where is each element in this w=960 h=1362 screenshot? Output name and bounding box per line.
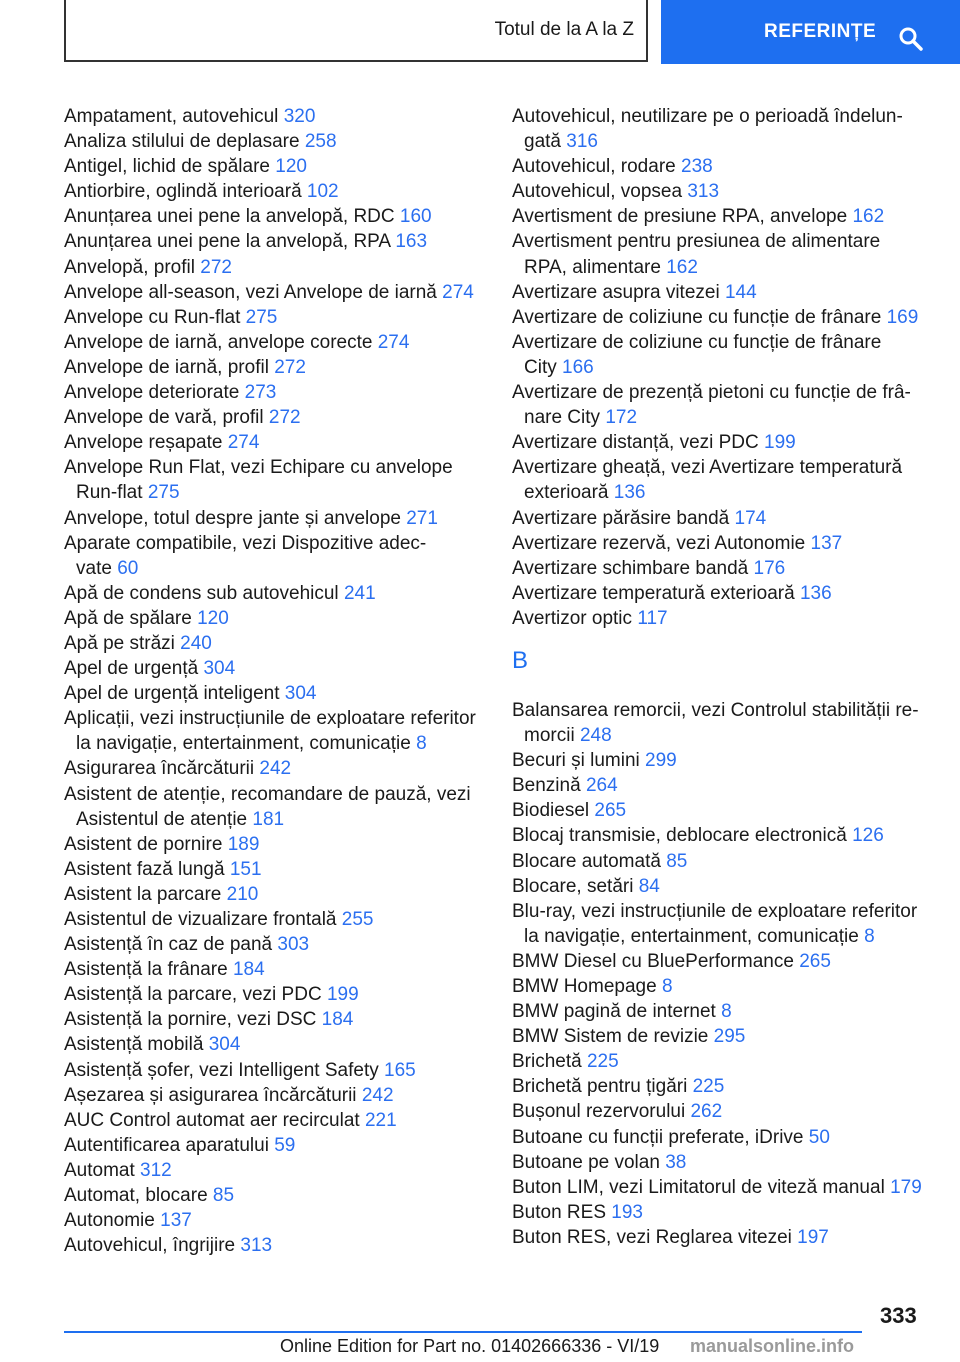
index-entry xyxy=(64,255,484,280)
page-reference-link[interactable]: 174 xyxy=(734,507,767,529)
index-term-continuation: la navigație, entertainment, comunicație xyxy=(524,925,865,947)
index-entry xyxy=(64,129,484,154)
index-term: Aplicații, vezi instrucțiunile de exploatare referitor xyxy=(64,708,476,730)
index-entry xyxy=(512,506,932,531)
index-term-continuation: exterioară xyxy=(524,482,614,504)
index-entry xyxy=(64,706,484,756)
page-reference-link[interactable]: 193 xyxy=(611,1201,643,1223)
page-reference-link[interactable]: 242 xyxy=(259,758,292,780)
index-entry xyxy=(512,899,932,949)
index-entry xyxy=(64,656,484,681)
index-entry xyxy=(64,229,484,254)
index-term: Avertisment pentru presiunea de alimentare xyxy=(512,231,881,253)
page-reference-link[interactable]: 265 xyxy=(799,950,831,972)
index-entry xyxy=(512,280,932,305)
index-term: BMW pagină de internet xyxy=(512,1001,722,1023)
index-term: Autovehicul, îngrijire xyxy=(64,1235,241,1257)
index-term-continuation: RPA, alimentare xyxy=(524,256,667,278)
index-term: Autovehicul, rodare xyxy=(512,156,681,178)
index-entry xyxy=(64,1032,484,1057)
page-reference-link[interactable]: 258 xyxy=(304,131,337,153)
index-term: Ampatament, autovehicul xyxy=(64,106,284,127)
page-reference-link[interactable]: 136 xyxy=(799,582,832,604)
index-term: Anunțarea unei pene la anvelopă, RDC xyxy=(64,206,400,228)
index-entry xyxy=(64,631,484,656)
index-term: Autonomie xyxy=(64,1210,161,1232)
index-term: BMW Sistem de revizie xyxy=(512,1026,714,1048)
page-reference-link[interactable]: 137 xyxy=(160,1210,192,1232)
page-reference-link[interactable]: 210 xyxy=(226,883,259,905)
page-reference-link[interactable]: 176 xyxy=(753,557,786,579)
page-reference-link[interactable]: 169 xyxy=(886,306,919,328)
page-reference-link[interactable]: 136 xyxy=(613,482,646,504)
page-reference-link[interactable]: 264 xyxy=(585,775,618,797)
index-term: Avertizare de coliziune cu funcție de frânare xyxy=(512,306,887,328)
index-term: Automat xyxy=(64,1159,141,1181)
page-reference-link[interactable]: 316 xyxy=(566,131,598,153)
index-term: Anvelope Run Flat, vezi Echipare cu anvelope xyxy=(64,457,453,479)
page-reference-link[interactable]: 248 xyxy=(579,725,612,747)
page-reference-link[interactable]: 160 xyxy=(399,206,432,228)
index-term: Anvelope all-season, vezi Anvelope de iarnă xyxy=(64,281,443,303)
index-entry xyxy=(512,1024,932,1049)
index-term: Bușonul rezervorului xyxy=(512,1101,691,1123)
index-term: Așezarea și asigurarea încărcăturii xyxy=(64,1084,362,1106)
index-letter-heading: B xyxy=(512,646,529,674)
index-term: Asistență la frânare xyxy=(64,959,233,981)
tab-referinte[interactable] xyxy=(661,0,960,64)
index-term: Antiorbire, oglindă interioară xyxy=(64,181,307,203)
page-reference-link[interactable]: 199 xyxy=(326,984,359,1006)
index-term: Avertizare gheață, vezi Avertizare temperatură xyxy=(512,457,903,479)
index-term: Autovehicul, neutilizare pe o perioadă îndelun- xyxy=(512,106,903,127)
index-entry xyxy=(64,606,484,631)
page-reference-link[interactable]: 273 xyxy=(244,382,277,404)
index-entry xyxy=(512,974,932,999)
page-reference-link[interactable]: 275 xyxy=(147,482,180,504)
index-entry xyxy=(512,748,932,773)
page-reference-link[interactable]: 8 xyxy=(864,925,875,947)
index-entry xyxy=(64,857,484,882)
index-entry xyxy=(512,1200,932,1225)
index-entry xyxy=(64,782,484,832)
index-term: Apel de urgență xyxy=(64,658,204,680)
index-term: Buton RES xyxy=(512,1201,612,1223)
index-entry xyxy=(512,154,932,179)
index-term: Avertizare de coliziune cu funcție de frânare xyxy=(512,331,882,353)
page-reference-link[interactable]: 312 xyxy=(140,1159,172,1181)
page-reference-link[interactable]: 272 xyxy=(274,356,306,378)
page-reference-link[interactable]: 262 xyxy=(690,1101,723,1123)
page-reference-link[interactable]: 137 xyxy=(810,532,843,554)
index-term-continuation: Run-flat xyxy=(76,482,148,504)
index-term: Apă pe străzi xyxy=(64,632,181,654)
page-reference-link[interactable]: 165 xyxy=(384,1059,416,1081)
index-entry xyxy=(512,455,932,505)
index-term-continuation: Asistentul de atenție xyxy=(76,808,253,830)
index-entry xyxy=(512,1074,932,1099)
index-term: Avertisment de presiune RPA, anvelope xyxy=(512,206,853,228)
index-term: Brichetă pentru țigări xyxy=(512,1076,693,1098)
page-reference-link[interactable]: 117 xyxy=(637,607,668,629)
page-reference-link[interactable]: 275 xyxy=(245,306,278,328)
index-term-continuation: gată xyxy=(524,131,567,153)
index-entry xyxy=(512,1225,932,1250)
page-reference-link[interactable]: 241 xyxy=(343,582,376,604)
index-term: Autovehicul, vopsea xyxy=(512,181,688,203)
index-entry xyxy=(64,1183,484,1208)
page-reference-link[interactable]: 313 xyxy=(240,1235,273,1257)
index-term: Asistentul de vizualizare frontală xyxy=(64,909,342,930)
index-entry xyxy=(512,999,932,1024)
page-reference-link[interactable]: 221 xyxy=(364,1109,397,1131)
index-term-continuation: morcii xyxy=(524,725,580,747)
index-entry xyxy=(512,1150,932,1175)
index-term: Avertizare părăsire bandă xyxy=(512,507,735,529)
index-term: Avertizare asupra vitezei xyxy=(512,281,725,303)
index-entry xyxy=(64,280,484,305)
index-term: Antigel, lichid de spălare xyxy=(64,156,276,178)
index-entry xyxy=(64,907,484,932)
page-number: 333 xyxy=(880,1303,917,1328)
index-term: Asistent fază lungă xyxy=(64,858,230,880)
page-reference-link[interactable]: 8 xyxy=(721,1001,732,1023)
index-term: Anvelope, totul despre jante și anvelope xyxy=(64,507,407,529)
index-entry xyxy=(64,1007,484,1032)
index-entry xyxy=(512,773,932,798)
index-entry xyxy=(64,455,484,505)
index-term: Asistență la pornire, vezi DSC xyxy=(64,1009,322,1031)
index-term: Analiza stilului de deplasare xyxy=(64,131,305,153)
index-term: Asistent la parcare xyxy=(64,883,227,905)
page-reference-link[interactable]: 162 xyxy=(852,206,885,228)
tab-chapter[interactable] xyxy=(64,0,648,62)
index-term: BMW Diesel cu BluePerformance xyxy=(512,950,800,972)
page-reference-link[interactable]: 162 xyxy=(666,256,698,278)
index-entry xyxy=(64,982,484,1007)
index-entry xyxy=(64,380,484,405)
page-reference-link[interactable]: 272 xyxy=(268,407,301,429)
index-term: Avertizare schimbare bandă xyxy=(512,557,754,579)
index-entry xyxy=(64,305,484,330)
index-term: Anunțarea unei pene la anvelopă, RPA xyxy=(64,231,396,253)
page-reference-link[interactable]: 181 xyxy=(252,808,285,830)
page-reference-link[interactable]: 272 xyxy=(200,256,232,278)
index-term: Asigurarea încărcăturii xyxy=(64,758,260,780)
index-term: Avertizare temperatură exterioară xyxy=(512,582,800,604)
index-term-continuation: City xyxy=(524,356,562,378)
index-entry xyxy=(64,1133,484,1158)
page-reference-link[interactable]: 197 xyxy=(797,1226,829,1248)
index-entry xyxy=(64,1083,484,1108)
index-entry xyxy=(512,1125,932,1150)
index-entry xyxy=(512,305,932,330)
index-entry xyxy=(64,355,484,380)
footer-watermark: manualsonline.info xyxy=(690,1336,855,1356)
index-entry xyxy=(512,798,932,823)
page-reference-link[interactable]: 299 xyxy=(645,750,677,772)
page-reference-link[interactable]: 189 xyxy=(227,833,260,855)
index-entry xyxy=(64,932,484,957)
index-entry xyxy=(512,698,932,748)
index-entry xyxy=(64,104,484,129)
index-entry xyxy=(64,1233,484,1258)
index-entry xyxy=(512,229,932,279)
page-reference-link[interactable]: 255 xyxy=(341,909,374,930)
chapter-title: Totul de la A la Z xyxy=(494,19,634,40)
index-term: Buton LIM, vezi Limitatorul de viteză manual xyxy=(512,1176,891,1198)
index-entry xyxy=(64,154,484,179)
index-term: Blocare, setări xyxy=(512,875,639,897)
page-reference-link[interactable]: 225 xyxy=(692,1076,725,1098)
index-term: Apel de urgență inteligent xyxy=(64,683,285,705)
page-reference-link[interactable]: 274 xyxy=(442,281,474,303)
page-reference-link[interactable]: 304 xyxy=(203,658,236,680)
index-term: Anvelope de iarnă, profil xyxy=(64,356,275,378)
index-entry xyxy=(512,380,932,430)
index-term: Avertizare de prezență pietoni cu funcție de frâ- xyxy=(512,382,911,404)
footer-edition: Online Edition for Part no. 01402666336 - VI/19 xyxy=(280,1336,660,1356)
page-reference-link[interactable]: 240 xyxy=(180,632,212,654)
page-reference-link[interactable]: 8 xyxy=(661,976,673,997)
index-entry xyxy=(64,531,484,581)
section-title: REFERINȚE xyxy=(764,21,877,42)
index-entry xyxy=(64,832,484,857)
index-term: Anvelope de iarnă, anvelope corecte xyxy=(64,331,378,353)
index-term: Asistent de atenție, recomandare de pauză, vezi xyxy=(64,783,471,805)
page-reference-link[interactable]: 184 xyxy=(232,959,265,981)
index-term: Apă de condens sub autovehicul xyxy=(64,582,344,604)
page-reference-link[interactable]: 238 xyxy=(681,156,713,178)
page-reference-link[interactable]: 274 xyxy=(227,432,260,454)
index-term: Automat, blocare xyxy=(64,1185,213,1207)
index-entry xyxy=(512,949,932,974)
index-term-continuation: vate xyxy=(76,557,118,579)
index-term: Asistență șofer, vezi Intelligent Safety xyxy=(64,1059,385,1081)
index-entry xyxy=(64,756,484,781)
index-term: Blocare automată xyxy=(512,850,667,872)
index-term: Blocaj transmisie, deblocare electronică xyxy=(512,825,853,847)
index-term: Benzină xyxy=(512,775,586,797)
page-reference-link[interactable]: 120 xyxy=(197,607,229,629)
index-term-continuation: nare City xyxy=(524,407,606,429)
search-icon[interactable] xyxy=(898,26,924,52)
index-term: Aparate compatibile, vezi Dispozitive adec- xyxy=(64,532,427,554)
page-reference-link[interactable]: 304 xyxy=(284,683,317,705)
index-entry xyxy=(512,1175,932,1200)
footer-divider xyxy=(64,1331,862,1333)
index-term: Asistență mobilă xyxy=(64,1034,209,1056)
index-entry xyxy=(64,957,484,982)
index-entry xyxy=(64,1158,484,1183)
index-term: Anvelope deteriorate xyxy=(64,382,245,404)
page-reference-link[interactable]: 172 xyxy=(605,407,638,429)
index-term-continuation: la navigație, entertainment, comunicație xyxy=(76,733,417,755)
page-reference-link[interactable]: 120 xyxy=(275,156,307,178)
page-reference-link[interactable]: 166 xyxy=(562,356,594,378)
page-reference-link[interactable]: 242 xyxy=(361,1084,394,1106)
index-entry xyxy=(512,531,932,556)
index-term: Biodiesel xyxy=(512,800,595,822)
index-term: Brichetă xyxy=(512,1051,587,1073)
index-entry xyxy=(64,1108,484,1133)
page-reference-link[interactable]: 295 xyxy=(713,1026,746,1048)
index-entry xyxy=(512,606,932,631)
index-term: Anvelope cu Run-flat xyxy=(64,306,246,328)
page-reference-link[interactable]: 179 xyxy=(890,1176,922,1198)
page-reference-link[interactable]: 8 xyxy=(416,733,427,755)
index-term: Avertizor optic xyxy=(512,607,638,629)
index-entry xyxy=(512,1049,932,1074)
index-term: Asistent de pornire xyxy=(64,833,228,855)
index-term: Balansarea remorcii, vezi Controlul stabilității re- xyxy=(512,699,919,721)
index-entry xyxy=(512,1099,932,1124)
index-entry xyxy=(64,330,484,355)
index-entry xyxy=(512,556,932,581)
page-reference-link[interactable]: 126 xyxy=(852,825,884,847)
index-term: Avertizare rezervă, vezi Autonomie xyxy=(512,532,811,554)
index-term: Anvelope de vară, profil xyxy=(64,407,269,429)
page-reference-link[interactable]: 274 xyxy=(377,331,410,353)
page-reference-link[interactable]: 303 xyxy=(277,934,310,956)
index-term: Buton RES, vezi Reglarea vitezei xyxy=(512,1226,798,1248)
index-entry xyxy=(64,681,484,706)
index-entry xyxy=(64,581,484,606)
index-entry xyxy=(512,581,932,606)
page-reference-link[interactable]: 60 xyxy=(117,557,139,579)
page-reference-link[interactable]: 38 xyxy=(665,1151,687,1173)
index-entry xyxy=(64,1058,484,1083)
index-entry xyxy=(64,179,484,204)
page-reference-link[interactable]: 199 xyxy=(764,432,796,454)
index-term: Becuri și lumini xyxy=(512,750,646,772)
page-reference-link[interactable]: 320 xyxy=(283,106,316,127)
index-term: Butoane cu funcții preferate, iDrive xyxy=(512,1126,809,1148)
page-reference-link[interactable]: 184 xyxy=(321,1009,354,1031)
index-term: Avertizare distanță, vezi PDC xyxy=(512,432,765,454)
index-entry xyxy=(512,179,932,204)
page-reference-link[interactable]: 163 xyxy=(395,231,428,253)
index-term: BMW Homepage xyxy=(512,976,662,997)
index-entry xyxy=(64,1208,484,1233)
index-entry xyxy=(512,849,932,874)
index-term: Autentificarea aparatului xyxy=(64,1134,275,1156)
page-reference-link[interactable]: 271 xyxy=(406,507,438,529)
index-entry xyxy=(512,874,932,899)
index-entry xyxy=(512,823,932,848)
index-term: Butoane pe volan xyxy=(512,1151,666,1173)
index-term: Asistență în caz de pană xyxy=(64,934,278,956)
index-term: Anvelope reșapate xyxy=(64,432,228,454)
page-reference-link[interactable]: 313 xyxy=(687,181,720,203)
index-entry xyxy=(64,506,484,531)
index-entry xyxy=(64,430,484,455)
page-reference-link[interactable]: 85 xyxy=(666,850,688,872)
page-reference-link[interactable]: 304 xyxy=(208,1034,241,1056)
page-header xyxy=(0,0,960,66)
index-term: Apă de spălare xyxy=(64,607,198,629)
page-reference-link[interactable]: 102 xyxy=(306,181,339,203)
index-entry xyxy=(64,405,484,430)
index-column-right xyxy=(512,104,932,1250)
index-term: Asistență la parcare, vezi PDC xyxy=(64,984,327,1006)
index-entry xyxy=(512,430,932,455)
index-term: Blu-ray, vezi instrucțiunile de exploatare referitor xyxy=(512,900,918,922)
page-reference-link[interactable]: 265 xyxy=(594,800,627,822)
index-entry xyxy=(64,882,484,907)
index-column-left xyxy=(64,104,484,1258)
index-entry xyxy=(512,104,932,154)
index-term: Anvelopă, profil xyxy=(64,256,201,278)
index-entry xyxy=(512,330,932,380)
index-entry xyxy=(512,204,932,229)
index-entry xyxy=(64,204,484,229)
page-reference-link[interactable]: 151 xyxy=(229,858,262,880)
page-reference-link[interactable]: 84 xyxy=(638,875,660,897)
page-reference-link[interactable]: 50 xyxy=(808,1126,830,1148)
page-reference-link[interactable]: 144 xyxy=(724,281,757,303)
page-reference-link[interactable]: 85 xyxy=(212,1185,235,1207)
page-reference-link[interactable]: 225 xyxy=(586,1051,619,1073)
page-reference-link[interactable]: 59 xyxy=(274,1134,296,1156)
index-term: AUC Control automat aer recirculat xyxy=(64,1109,365,1131)
